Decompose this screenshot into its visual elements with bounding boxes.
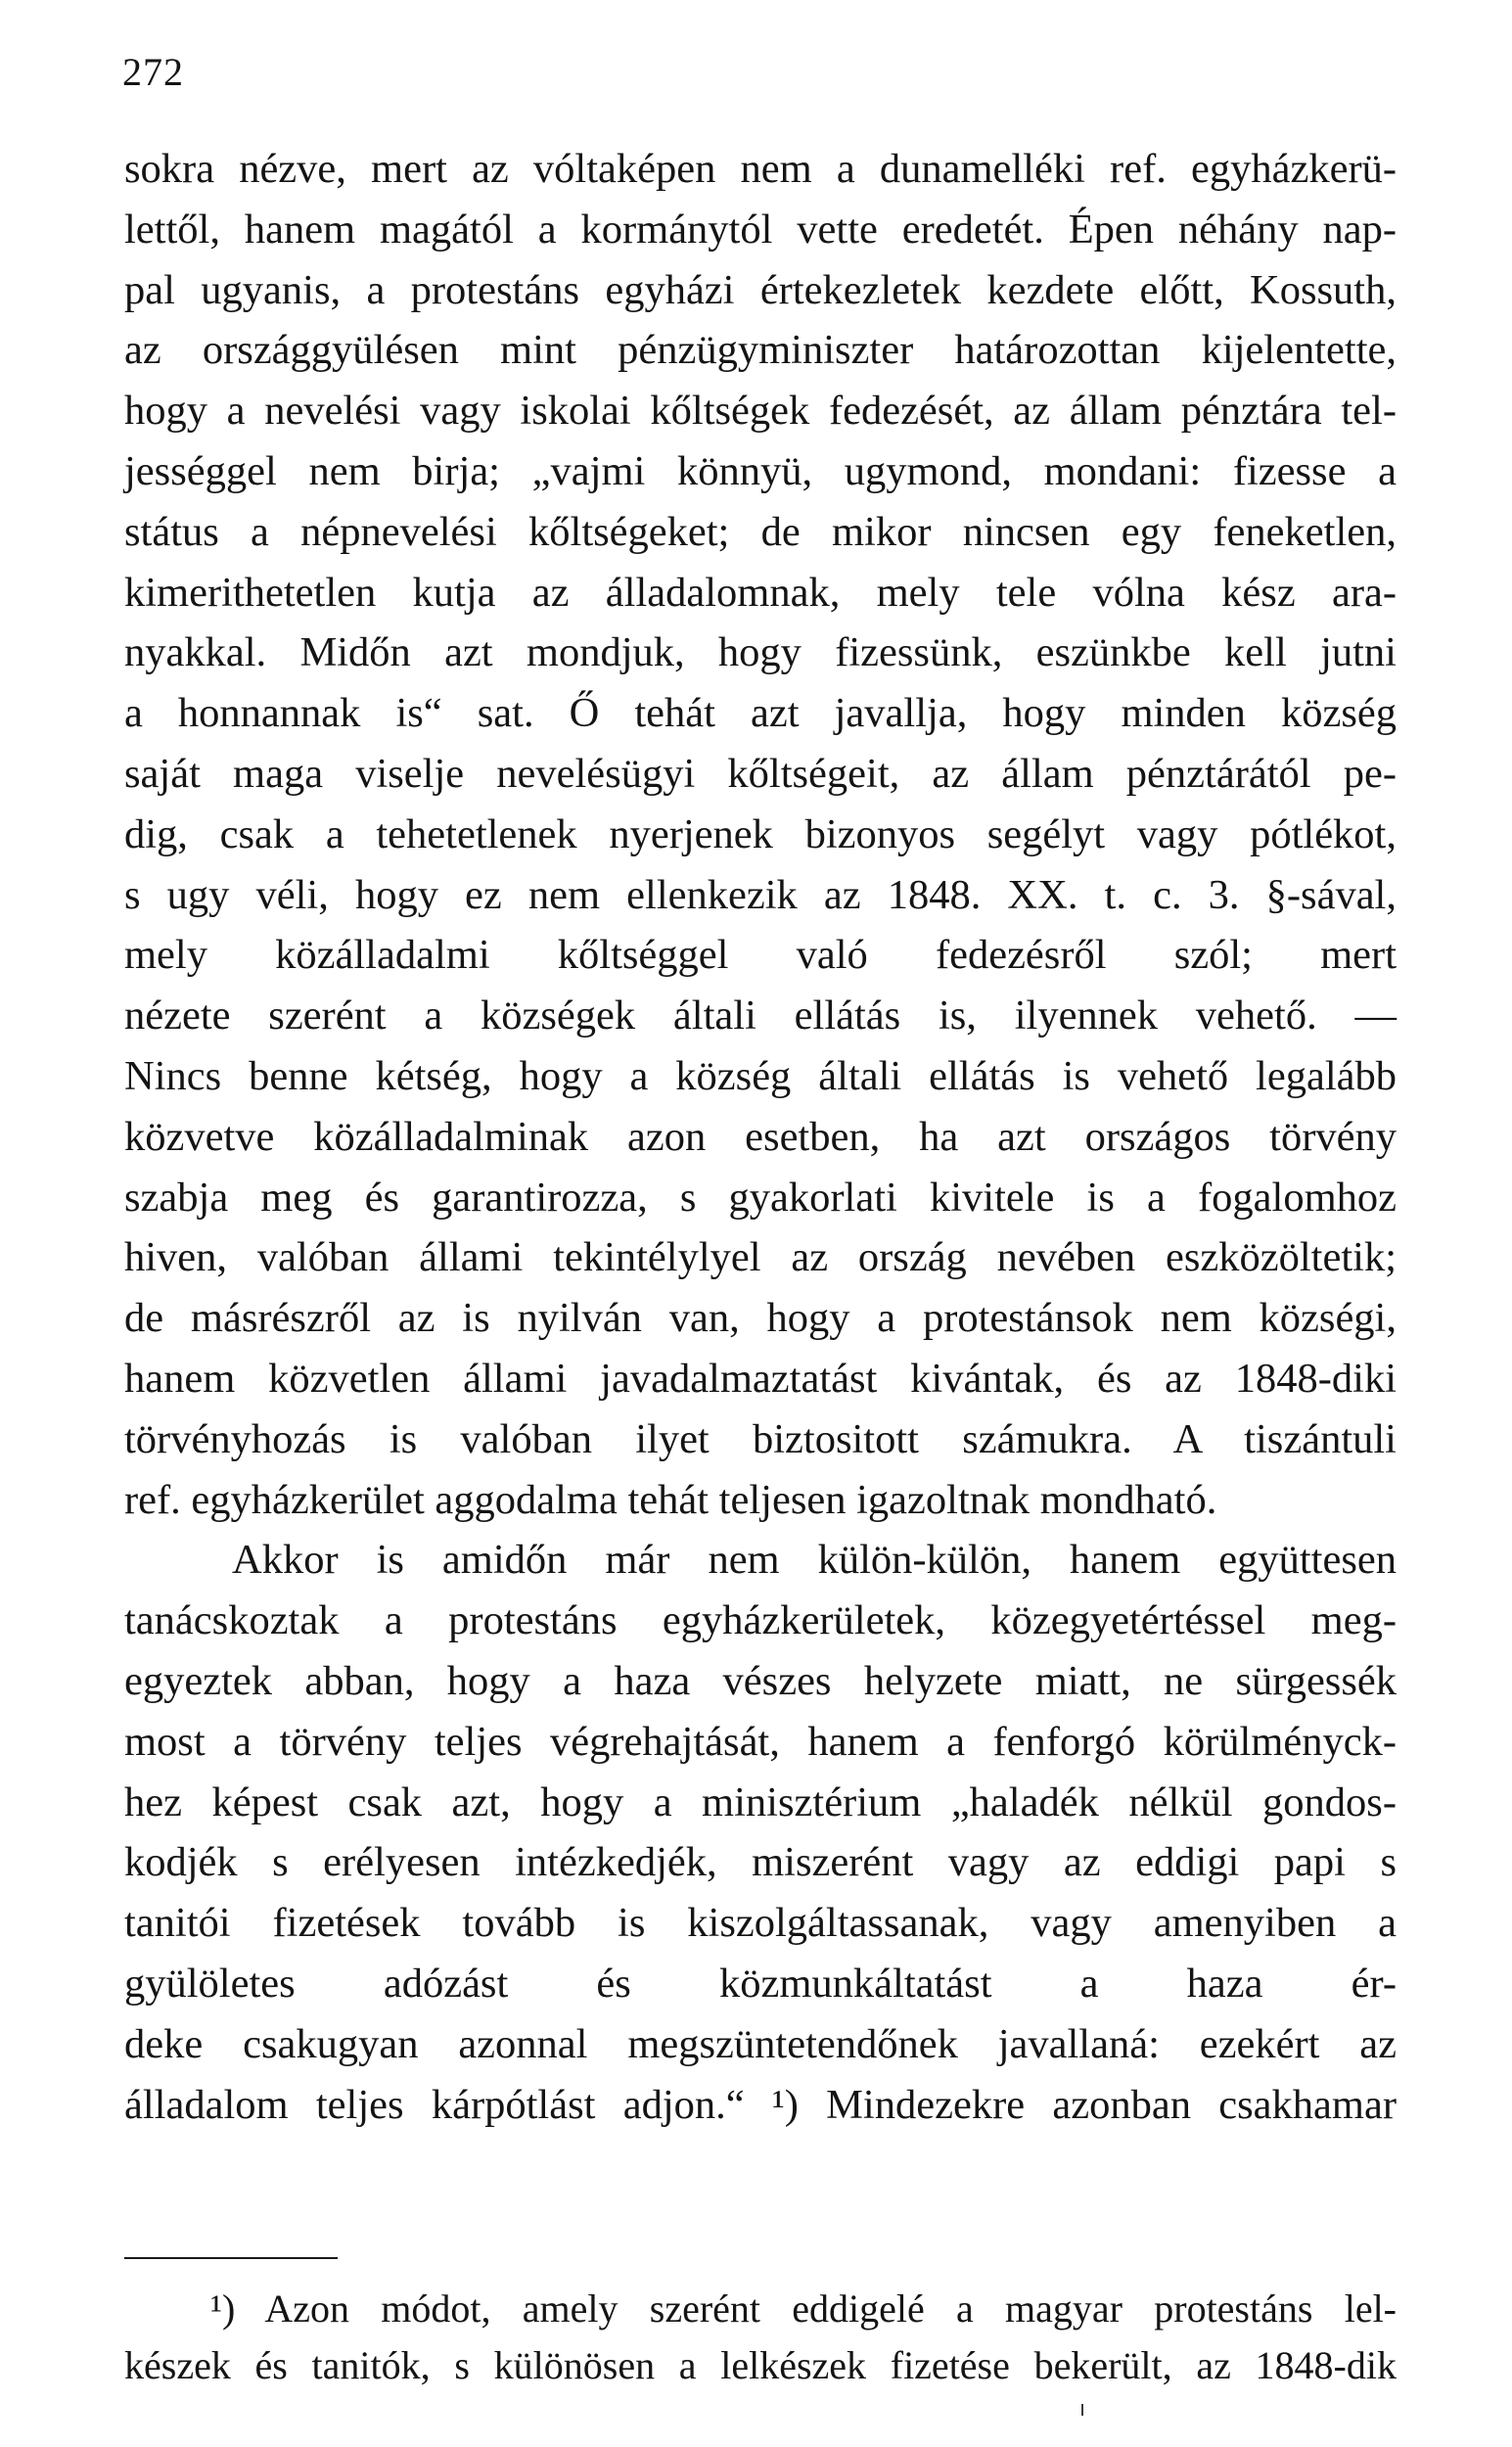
footnote-line: készek és tanitók, s különösen a lelkészek fizetése bekerült, az 1848-dik xyxy=(124,2343,1397,2387)
text-line: most a törvény teljes végrehajtását, hanem a fenforgó körülményck- xyxy=(124,1718,1397,1765)
text-line: hogy a nevelési vagy iskolai kőltségek fedezését, az állam pénztára tel- xyxy=(124,388,1397,435)
main-text xyxy=(124,139,1397,2135)
text-line: szabja meg és garantirozza, s gyakorlati kivitele is a fogalomhoz xyxy=(124,1174,1397,1221)
text-line: tanácskoztak a protestáns egyházkerületek, közegyetértéssel meg- xyxy=(124,1597,1397,1644)
text-line: jességgel nem birja; „vajmi könnyü, ugymond, mondani: fizesse a xyxy=(124,447,1397,494)
text-line: pal ugyanis, a protestáns egyházi értekezletek kezdete előtt, Kossuth, xyxy=(124,266,1397,313)
text-line: Nincs benne kétség, hogy a község általi ellátás is vehető legalább xyxy=(124,1052,1397,1099)
text-line: s ugy véli, hogy ez nem ellenkezik az 1848. XX. t. c. 3. §-sával, xyxy=(124,871,1397,918)
text-line: kodjék s erélyesen intézkedjék, miszerént vagy az eddigi papi s xyxy=(124,1839,1397,1886)
text-line: egyeztek abban, hogy a haza vészes helyzete miatt, ne sürgessék xyxy=(124,1657,1397,1704)
text-line: dig, csak a tehetetlenek nyerjenek bizonyos segélyt vagy pótlékot, xyxy=(124,810,1397,857)
text-line: a honnannak is“ sat. Ő tehát azt javallja, hogy minden község xyxy=(124,690,1397,737)
text-line: nyakkal. Midőn azt mondjuk, hogy fizessünk, eszünkbe kell jutni xyxy=(124,629,1397,676)
text-line: deke csakugyan azonnal megszüntetendőnek javallaná: ezekért az xyxy=(124,2020,1397,2067)
text-line: ref. egyházkerület aggodalma tehát teljesen igazoltnak mondható. xyxy=(124,1476,1217,1523)
footnotes xyxy=(124,2281,1397,2394)
print-mark xyxy=(1081,2404,1083,2416)
text-line: hez képest csak azt, hogy a minisztérium „haladék nélkül gondos- xyxy=(124,1778,1397,1825)
text-line: hanem közvetlen állami javadalmaztatást kivántak, és az 1848-diki xyxy=(124,1355,1397,1402)
text-line: státus a népnevelési kőltségeket; de mikor nincsen egy feneketlen, xyxy=(124,508,1397,555)
text-line: tanitói fizetések tovább is kiszolgáltassanak, vagy amenyiben a xyxy=(124,1900,1397,1947)
text-line: kimerithetetlen kutja az álladalomnak, mely tele vólna kész ara- xyxy=(124,569,1397,616)
text-line: hiven, valóban állami tekintélylyel az ország nevében eszközöltetik; xyxy=(124,1234,1397,1281)
text-line: mely közálladalmi kőltséggel való fedezésről szól; mert xyxy=(124,932,1397,979)
text-line: de másrészről az is nyilván van, hogy a protestánsok nem községi, xyxy=(124,1295,1397,1342)
text-line: közvetve közálladalminak azon esetben, ha azt országos törvény xyxy=(124,1113,1397,1160)
text-line: törvényhozás is valóban ilyet biztositott számukra. A tiszántuli xyxy=(124,1415,1397,1462)
text-line: nézete szerént a községek általi ellátás is, ilyennek vehető. — xyxy=(124,993,1397,1039)
text-line: sokra nézve, mert az vóltaképen nem a dunamelléki ref. egyházkerü- xyxy=(124,146,1397,192)
footnote-divider xyxy=(124,2257,338,2259)
text-line: lettől, hanem magától a kormánytól vette eredetét. Épen néhány nap- xyxy=(124,206,1397,253)
text-line: saját maga viselje nevelésügyi kőltségeit, az állam pénztárától pe- xyxy=(124,750,1397,797)
text-line: gyülöletes adózást és közmunkáltatást a haza ér- xyxy=(124,1960,1397,2007)
footnote-line: ¹) Azon módot, amely szerént eddigelé a magyar protestáns lel- xyxy=(210,2286,1397,2331)
text-line: az országgyülésen mint pénzügyminiszter határozottan kijelentette, xyxy=(124,327,1397,374)
page-number: 272 xyxy=(122,50,184,94)
text-line: Akkor is amidőn már nem külön-külön, hanem együttesen xyxy=(232,1537,1397,1584)
text-line: álladalom teljes kárpótlást adjon.“ ¹) Mindezekre azonban csakhamar xyxy=(124,2081,1397,2128)
